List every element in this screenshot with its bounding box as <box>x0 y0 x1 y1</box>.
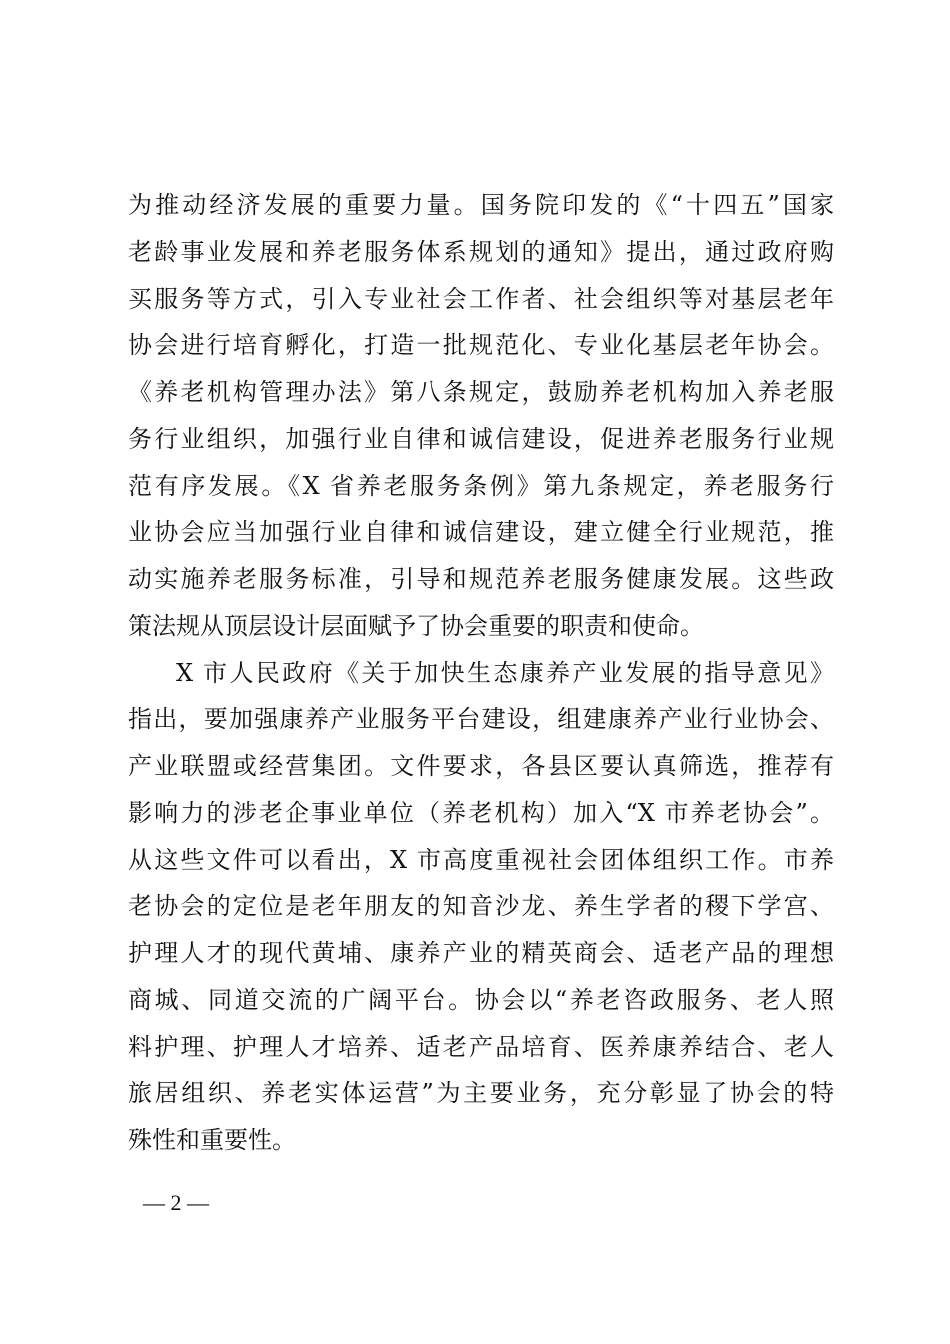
text-line: 为推动经济发展的重要力量。国务院印发的《“十四五”国家 <box>128 191 834 219</box>
text-line: 料护理、护理人才培养、适老产品培育、医养康养结合、老人 <box>128 1032 834 1061</box>
text-line: 策法规从顶层设计层面赋予了协会重要的职责和使命。 <box>128 611 704 640</box>
text-line: 指出，要加强康养产业服务平台建设，组建康养产业行业协会、 <box>128 705 834 734</box>
text-line: 务行业组织，加强行业自律和诚信建设，促进养老服务行业规 <box>128 424 834 453</box>
page-number: — 2 — <box>143 1190 209 1215</box>
text-line: 业协会应当加强行业自律和诚信建设，建立健全行业规范，推 <box>128 518 834 547</box>
text-line: 殊性和重要性。 <box>128 1126 296 1154</box>
text-line: 买服务等方式，引入专业社会工作者、社会组织等对基层老年 <box>128 284 834 313</box>
text-line: 范有序发展。《X 省养老服务条例》第九条规定，养老服务行 <box>128 471 834 500</box>
text-line: 从这些文件可以看出，X 市高度重视社会团体组织工作。市养 <box>128 845 834 874</box>
text-line: 商城、同道交流的广阔平台。协会以“养老咨政服务、老人照 <box>128 985 834 1014</box>
text-line: 老龄事业发展和养老服务体系规划的通知》提出，通过政府购 <box>128 237 834 266</box>
text-line: X 市人民政府《关于加快生态康养产业发展的指导意见》 <box>176 658 834 687</box>
paragraph-2 <box>128 650 834 1164</box>
text-line: 产业联盟或经营集团。文件要求，各县区要认真筛选，推荐有 <box>128 752 834 780</box>
text-line: 老协会的定位是老年朋友的知音沙龙、养生学者的稷下学宫、 <box>128 892 834 921</box>
body-text <box>128 182 834 1164</box>
text-line: 护理人才的现代黄埔、康养产业的精英商会、适老产品的理想 <box>128 939 834 967</box>
text-line: 协会进行培育孵化，打造一批规范化、专业化基层老年协会。 <box>128 331 834 360</box>
paragraph-1 <box>128 182 834 650</box>
text-line: 旅居组织、养老实体运营”为主要业务，充分彰显了协会的特 <box>128 1079 834 1108</box>
text-line: 动实施养老服务标准，引导和规范养老服务健康发展。这些政 <box>128 565 834 593</box>
text-line: 影响力的涉老企事业单位（养老机构）加入“X 市养老协会”。 <box>128 798 834 827</box>
text-line: 《养老机构管理办法》第八条规定，鼓励养老机构加入养老服 <box>128 378 834 406</box>
